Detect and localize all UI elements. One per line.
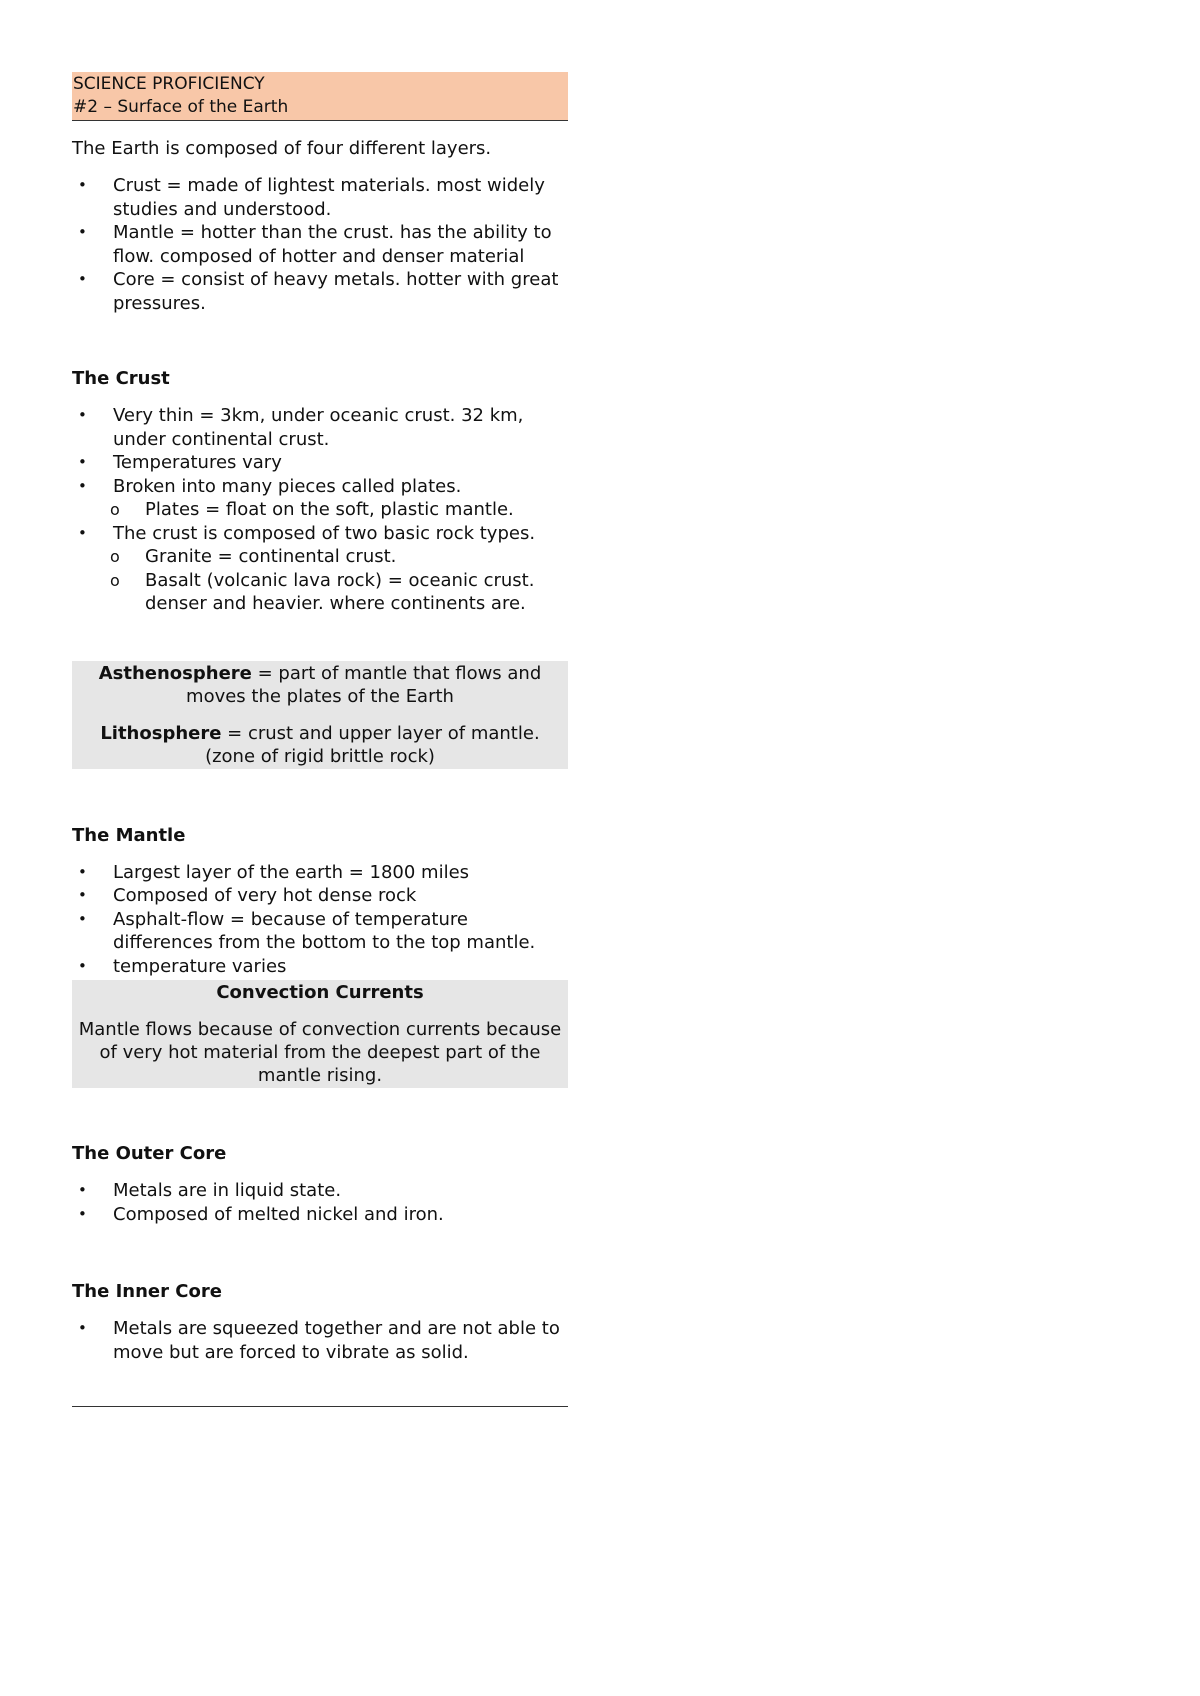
list-item: • Metals are squeezed together and are not able to move but are forced to vibrate as solid. [72,1317,568,1364]
convection-text: Mantle flows because of convection currents because of very hot material from the deepest part of the mantle rising. [78,1019,562,1086]
list-item: • Mantle = hotter than the crust. has the ability to flow. composed of hotter and denser material [72,221,568,268]
sublist-item: o Granite = continental crust. [108,545,568,569]
list-item [72,475,568,522]
sublist-item: o Plates = float on the soft, plastic mantle. [108,498,568,522]
crust-list [72,404,568,616]
document-header [72,72,568,121]
sublist [72,545,568,616]
definition-text: = part of mantle that flows and moves the plates of the Earth [186,662,542,707]
list-item: • Composed of very hot dense rock [72,884,568,908]
header-topic: #2 – Surface of the Earth [73,97,289,117]
inner-core-list [72,1317,568,1364]
bottom-rule [72,1406,568,1407]
definitions-box [72,661,568,769]
outer-core-list [72,1179,568,1226]
intro-text: The Earth is composed of four different layers. [72,138,492,159]
definition-text: = crust and upper layer of mantle. (zone of rigid brittle rock) [205,722,540,767]
section-heading-crust: The Crust [72,368,170,389]
header-subject: SCIENCE PROFICIENCY [73,74,265,94]
section-heading-outer-core: The Outer Core [72,1143,227,1164]
list-item: • Metals are in liquid state. [72,1179,568,1203]
section-heading-inner-core: The Inner Core [72,1281,222,1302]
section-heading-mantle: The Mantle [72,824,186,846]
list-item: • Crust = made of lightest materials. most widely studies and understood. [72,174,568,221]
list-item: • Temperatures vary [72,451,568,475]
list-item: • Very thin = 3km, under oceanic crust. 32 km, under continental crust. [72,404,568,451]
list-item-text: The crust is composed of two basic rock types. [113,522,536,544]
layers-list [72,174,568,315]
list-item [72,522,568,616]
convection-box [72,980,568,1088]
sublist [72,498,568,522]
term: Asthenosphere [98,662,252,684]
list-item: • Composed of melted nickel and iron. [72,1203,568,1227]
list-item: • Core = consist of heavy metals. hotter with great pressures. [72,268,568,315]
term: Lithosphere [100,722,222,744]
definition-asthenosphere [74,662,566,708]
list-item: • Asphalt-flow = because of temperature differences from the bottom to the top mantle. [72,908,568,955]
convection-title: Convection Currents [216,982,424,1003]
list-item-text: Broken into many pieces called plates. [113,475,462,497]
definition-lithosphere [74,722,566,768]
sublist-item: o Basalt (volcanic lava rock) = oceanic crust. denser and heavier. where continents are. [108,569,568,616]
mantle-list [72,861,568,979]
list-item: • Largest layer of the earth = 1800 miles [72,861,568,885]
list-item: • temperature varies [72,955,568,979]
content-column [72,72,568,1407]
